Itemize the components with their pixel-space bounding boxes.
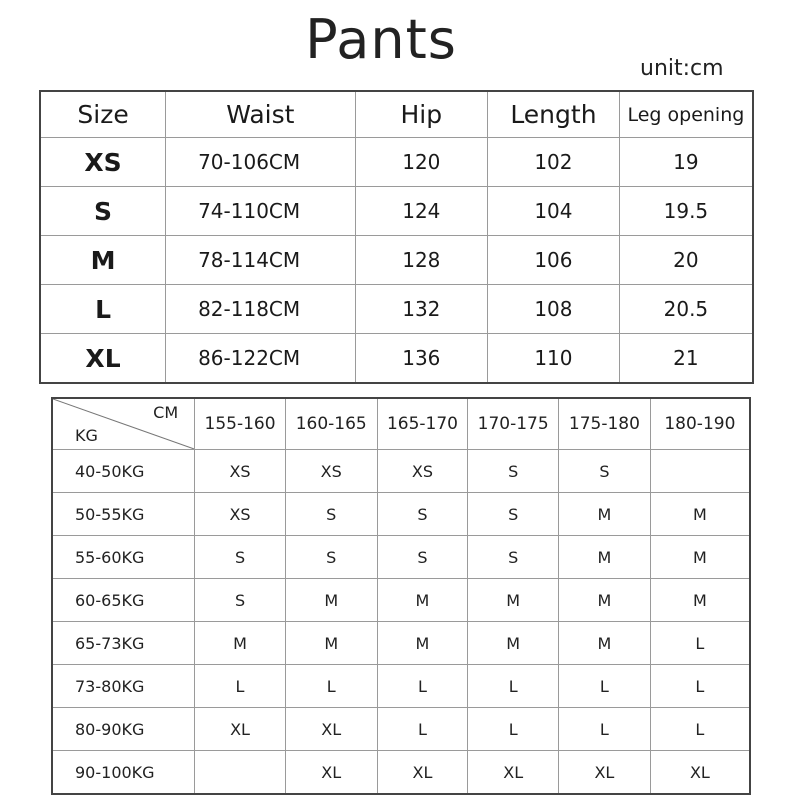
recommended-size-cell: L [559,708,651,751]
recommended-size-cell: S [285,536,377,579]
recommended-size-cell: XS [285,450,377,493]
weight-range-cell: 40-50KG [52,450,195,493]
recommended-size-cell: S [468,493,559,536]
height-column-header: 180-190 [650,398,750,450]
recommended-size-cell: M [650,493,750,536]
height-column-header: 155-160 [195,398,286,450]
recommended-size-cell: XS [377,450,468,493]
size-chart-row [40,285,753,334]
corner-cell [52,398,195,450]
leg-opening-cell: 21 [619,334,753,384]
fit-chart-row [52,579,750,622]
recommended-size-cell: M [377,622,468,665]
size-chart-row [40,187,753,236]
waist-cell: 74-110CM [166,187,356,236]
recommended-size-cell: M [377,579,468,622]
fit-chart-row [52,708,750,751]
fit-chart-row [52,493,750,536]
waist-cell: 70-106CM [166,138,356,187]
recommended-size-cell: M [559,579,651,622]
recommended-size-cell: S [468,536,559,579]
recommended-size-cell: S [195,536,286,579]
recommended-size-cell: S [285,493,377,536]
hip-cell: 132 [355,285,487,334]
recommended-size-cell: XL [559,751,651,795]
fit-chart-table [51,397,751,795]
recommended-size-cell: S [559,450,651,493]
header-size: Size [40,91,166,138]
height-column-header: 160-165 [285,398,377,450]
header-waist: Waist [166,91,356,138]
leg-opening-cell: 19 [619,138,753,187]
recommended-size-cell: XL [195,708,286,751]
corner-cm-label: CM [153,403,179,422]
height-column-header: 165-170 [377,398,468,450]
weight-range-cell: 50-55KG [52,493,195,536]
weight-range-cell: 55-60KG [52,536,195,579]
leg-opening-cell: 20 [619,236,753,285]
size-cell: S [40,187,166,236]
page-title: Pants [305,8,457,71]
size-cell: L [40,285,166,334]
hip-cell: 124 [355,187,487,236]
recommended-size-cell: L [650,665,750,708]
size-chart-row [40,236,753,285]
fit-chart-row [52,751,750,795]
header-hip: Hip [355,91,487,138]
recommended-size-cell: M [195,622,286,665]
size-chart-row [40,138,753,187]
recommended-size-cell: S [377,493,468,536]
corner-kg-label: KG [75,426,98,445]
size-chart-header-row [40,91,753,138]
height-column-header: 175-180 [559,398,651,450]
height-column-header: 170-175 [468,398,559,450]
recommended-size-cell: M [559,536,651,579]
length-cell: 104 [488,187,620,236]
recommended-size-cell: XL [468,751,559,795]
waist-cell: 78-114CM [166,236,356,285]
fit-chart-row [52,536,750,579]
weight-range-cell: 90-100KG [52,751,195,795]
weight-range-cell: 60-65KG [52,579,195,622]
weight-range-cell: 73-80KG [52,665,195,708]
recommended-size-cell: L [377,708,468,751]
recommended-size-cell: M [650,536,750,579]
size-cell: XS [40,138,166,187]
waist-cell: 82-118CM [166,285,356,334]
recommended-size-cell: XL [285,708,377,751]
weight-range-cell: 80-90KG [52,708,195,751]
length-cell: 110 [488,334,620,384]
recommended-size-cell: XL [650,751,750,795]
size-cell: M [40,236,166,285]
recommended-size-cell: L [468,665,559,708]
recommended-size-cell: M [468,579,559,622]
recommended-size-cell: L [377,665,468,708]
recommended-size-cell: L [650,708,750,751]
recommended-size-cell [650,450,750,493]
header-leg-opening: Leg opening [619,91,753,138]
recommended-size-cell: M [650,579,750,622]
recommended-size-cell: M [285,622,377,665]
recommended-size-cell: L [468,708,559,751]
recommended-size-cell: M [285,579,377,622]
weight-range-cell: 65-73KG [52,622,195,665]
recommended-size-cell: L [285,665,377,708]
hip-cell: 128 [355,236,487,285]
hip-cell: 136 [355,334,487,384]
recommended-size-cell: S [377,536,468,579]
recommended-size-cell [195,751,286,795]
size-chart-row [40,334,753,384]
length-cell: 106 [488,236,620,285]
recommended-size-cell: M [559,622,651,665]
header-length: Length [488,91,620,138]
waist-cell: 86-122CM [166,334,356,384]
recommended-size-cell: XL [377,751,468,795]
hip-cell: 120 [355,138,487,187]
size-chart-table [39,90,754,384]
leg-opening-cell: 19.5 [619,187,753,236]
recommended-size-cell: S [195,579,286,622]
recommended-size-cell: M [468,622,559,665]
recommended-size-cell: XS [195,493,286,536]
recommended-size-cell: XS [195,450,286,493]
unit-label: unit:cm [640,56,724,81]
fit-chart-row [52,622,750,665]
recommended-size-cell: XL [285,751,377,795]
recommended-size-cell: L [559,665,651,708]
fit-chart-row [52,450,750,493]
fit-chart-header-row [52,398,750,450]
length-cell: 102 [488,138,620,187]
recommended-size-cell: M [559,493,651,536]
fit-chart-row [52,665,750,708]
recommended-size-cell: L [195,665,286,708]
recommended-size-cell: L [650,622,750,665]
length-cell: 108 [488,285,620,334]
leg-opening-cell: 20.5 [619,285,753,334]
size-cell: XL [40,334,166,384]
recommended-size-cell: S [468,450,559,493]
